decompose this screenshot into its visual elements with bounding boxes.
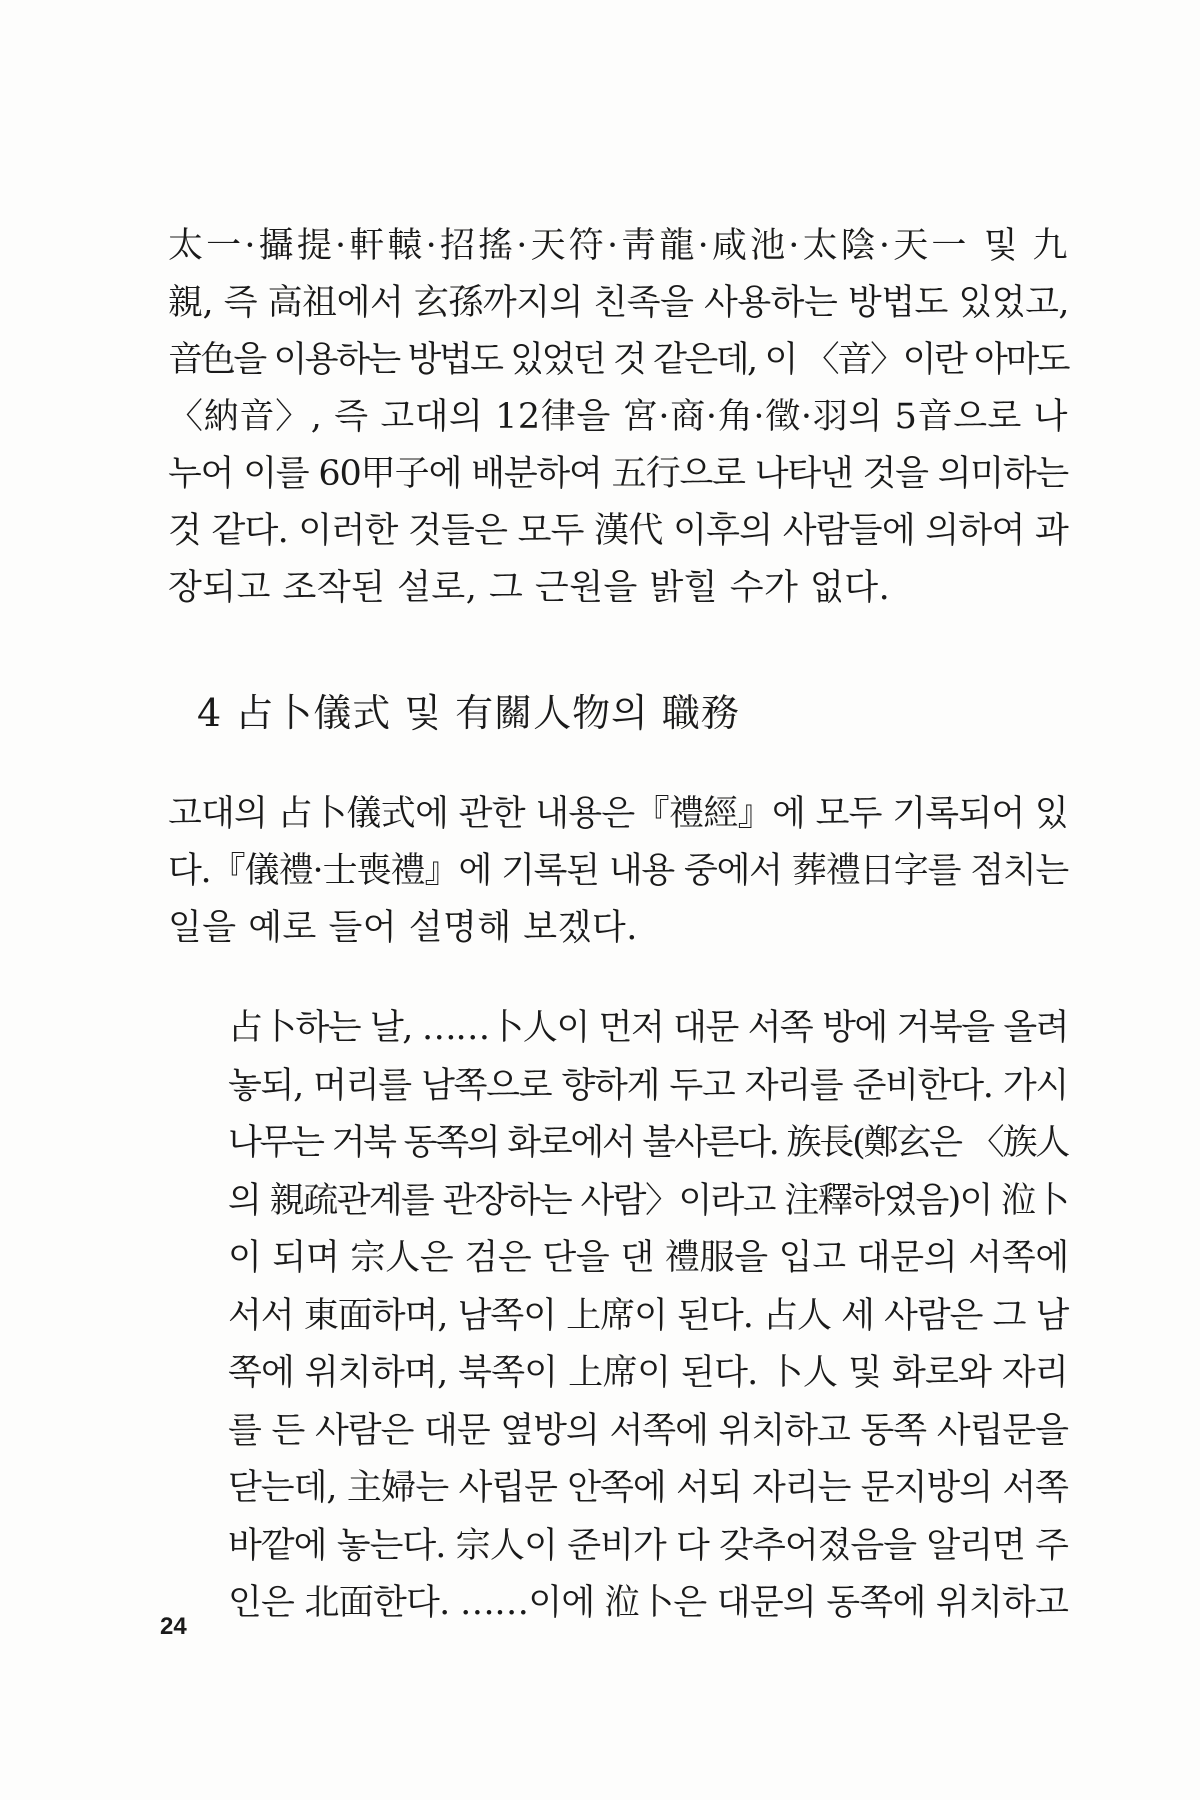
quote-line: 이 되며 宗人은 검은 단을 댄 禮服을 입고 대문의 서쪽에 <box>228 1238 1069 1278</box>
quote-line: 인은 北面한다. ……이에 涖卜은 대문의 동쪽에 위치하고 <box>228 1583 1069 1623</box>
quote-line: 닫는데, 主婦는 사립문 안쪽에 서되 자리는 문지방의 서쪽 <box>228 1468 1068 1508</box>
text-line: 누어 이를 60甲子에 배분하여 五行으로 나타낸 것을 의미하는 <box>168 454 1068 494</box>
text-line: 일을 예로 들어 설명해 보겠다. <box>168 908 638 948</box>
text-line: 太一·攝提·軒轅·招搖·天符·靑龍·咸池·太陰·天一 및 九 <box>168 226 1068 266</box>
text-line: 〈納音〉, 즉 고대의 12律을 宮·商·角·徵·羽의 5音으로 나 <box>168 397 1068 437</box>
block-quote <box>228 1000 1068 1633</box>
text-line: 親, 즉 高祖에서 玄孫까지의 친족을 사용하는 방법도 있었고, <box>168 283 1070 323</box>
text-line: 장되고 조작된 설로, 그 근원을 밝힐 수가 없다. <box>168 568 891 608</box>
section-heading: 4 占卜儀式 및 有關人物의 職務 <box>197 691 740 735</box>
quote-line: 서서 東面하며, 남쪽이 上席이 된다. 占人 세 사람은 그 남 <box>228 1295 1069 1336</box>
page-number: 24 <box>160 1613 187 1640</box>
quote-line: 나무는 거북 동쪽의 화로에서 불사른다. 族長(鄭玄은 〈族人 <box>228 1123 1068 1163</box>
quote-line: 의 親疏관계를 관장하는 사람〉이라고 注釋하였음)이 涖卜 <box>228 1180 1068 1221</box>
text-line: 다.『儀禮·士喪禮』에 기록된 내용 중에서 葬禮日字를 점치는 <box>168 851 1068 891</box>
quote-line: 바깥에 놓는다. 宗人이 준비가 다 갖추어졌음을 알리면 주 <box>228 1525 1068 1566</box>
quote-line: 占卜하는 날, ……卜人이 먼저 대문 서쪽 방에 거북을 올려 <box>228 1008 1068 1048</box>
body-paragraph-1 <box>168 218 1068 617</box>
quote-line: 놓되, 머리를 남쪽으로 향하게 두고 자리를 준비한다. 가시 <box>228 1065 1068 1106</box>
text-line: 音色을 이용하는 방법도 있었던 것 같은데, 이 〈音〉이란 아마도 <box>168 340 1068 380</box>
text-line: 것 같다. 이러한 것들은 모두 漢代 이후의 사람들에 의하여 과 <box>168 511 1068 551</box>
quote-line: 를 든 사람은 대문 옆방의 서쪽에 위치하고 동쪽 사립문을 <box>228 1410 1068 1451</box>
body-paragraph-2 <box>168 786 1068 957</box>
text-line: 고대의 占卜儀式에 관한 내용은『禮經』에 모두 기록되어 있 <box>168 794 1068 834</box>
quote-line: 쪽에 위치하며, 북쪽이 上席이 된다. 卜人 및 화로와 자리 <box>228 1353 1068 1393</box>
